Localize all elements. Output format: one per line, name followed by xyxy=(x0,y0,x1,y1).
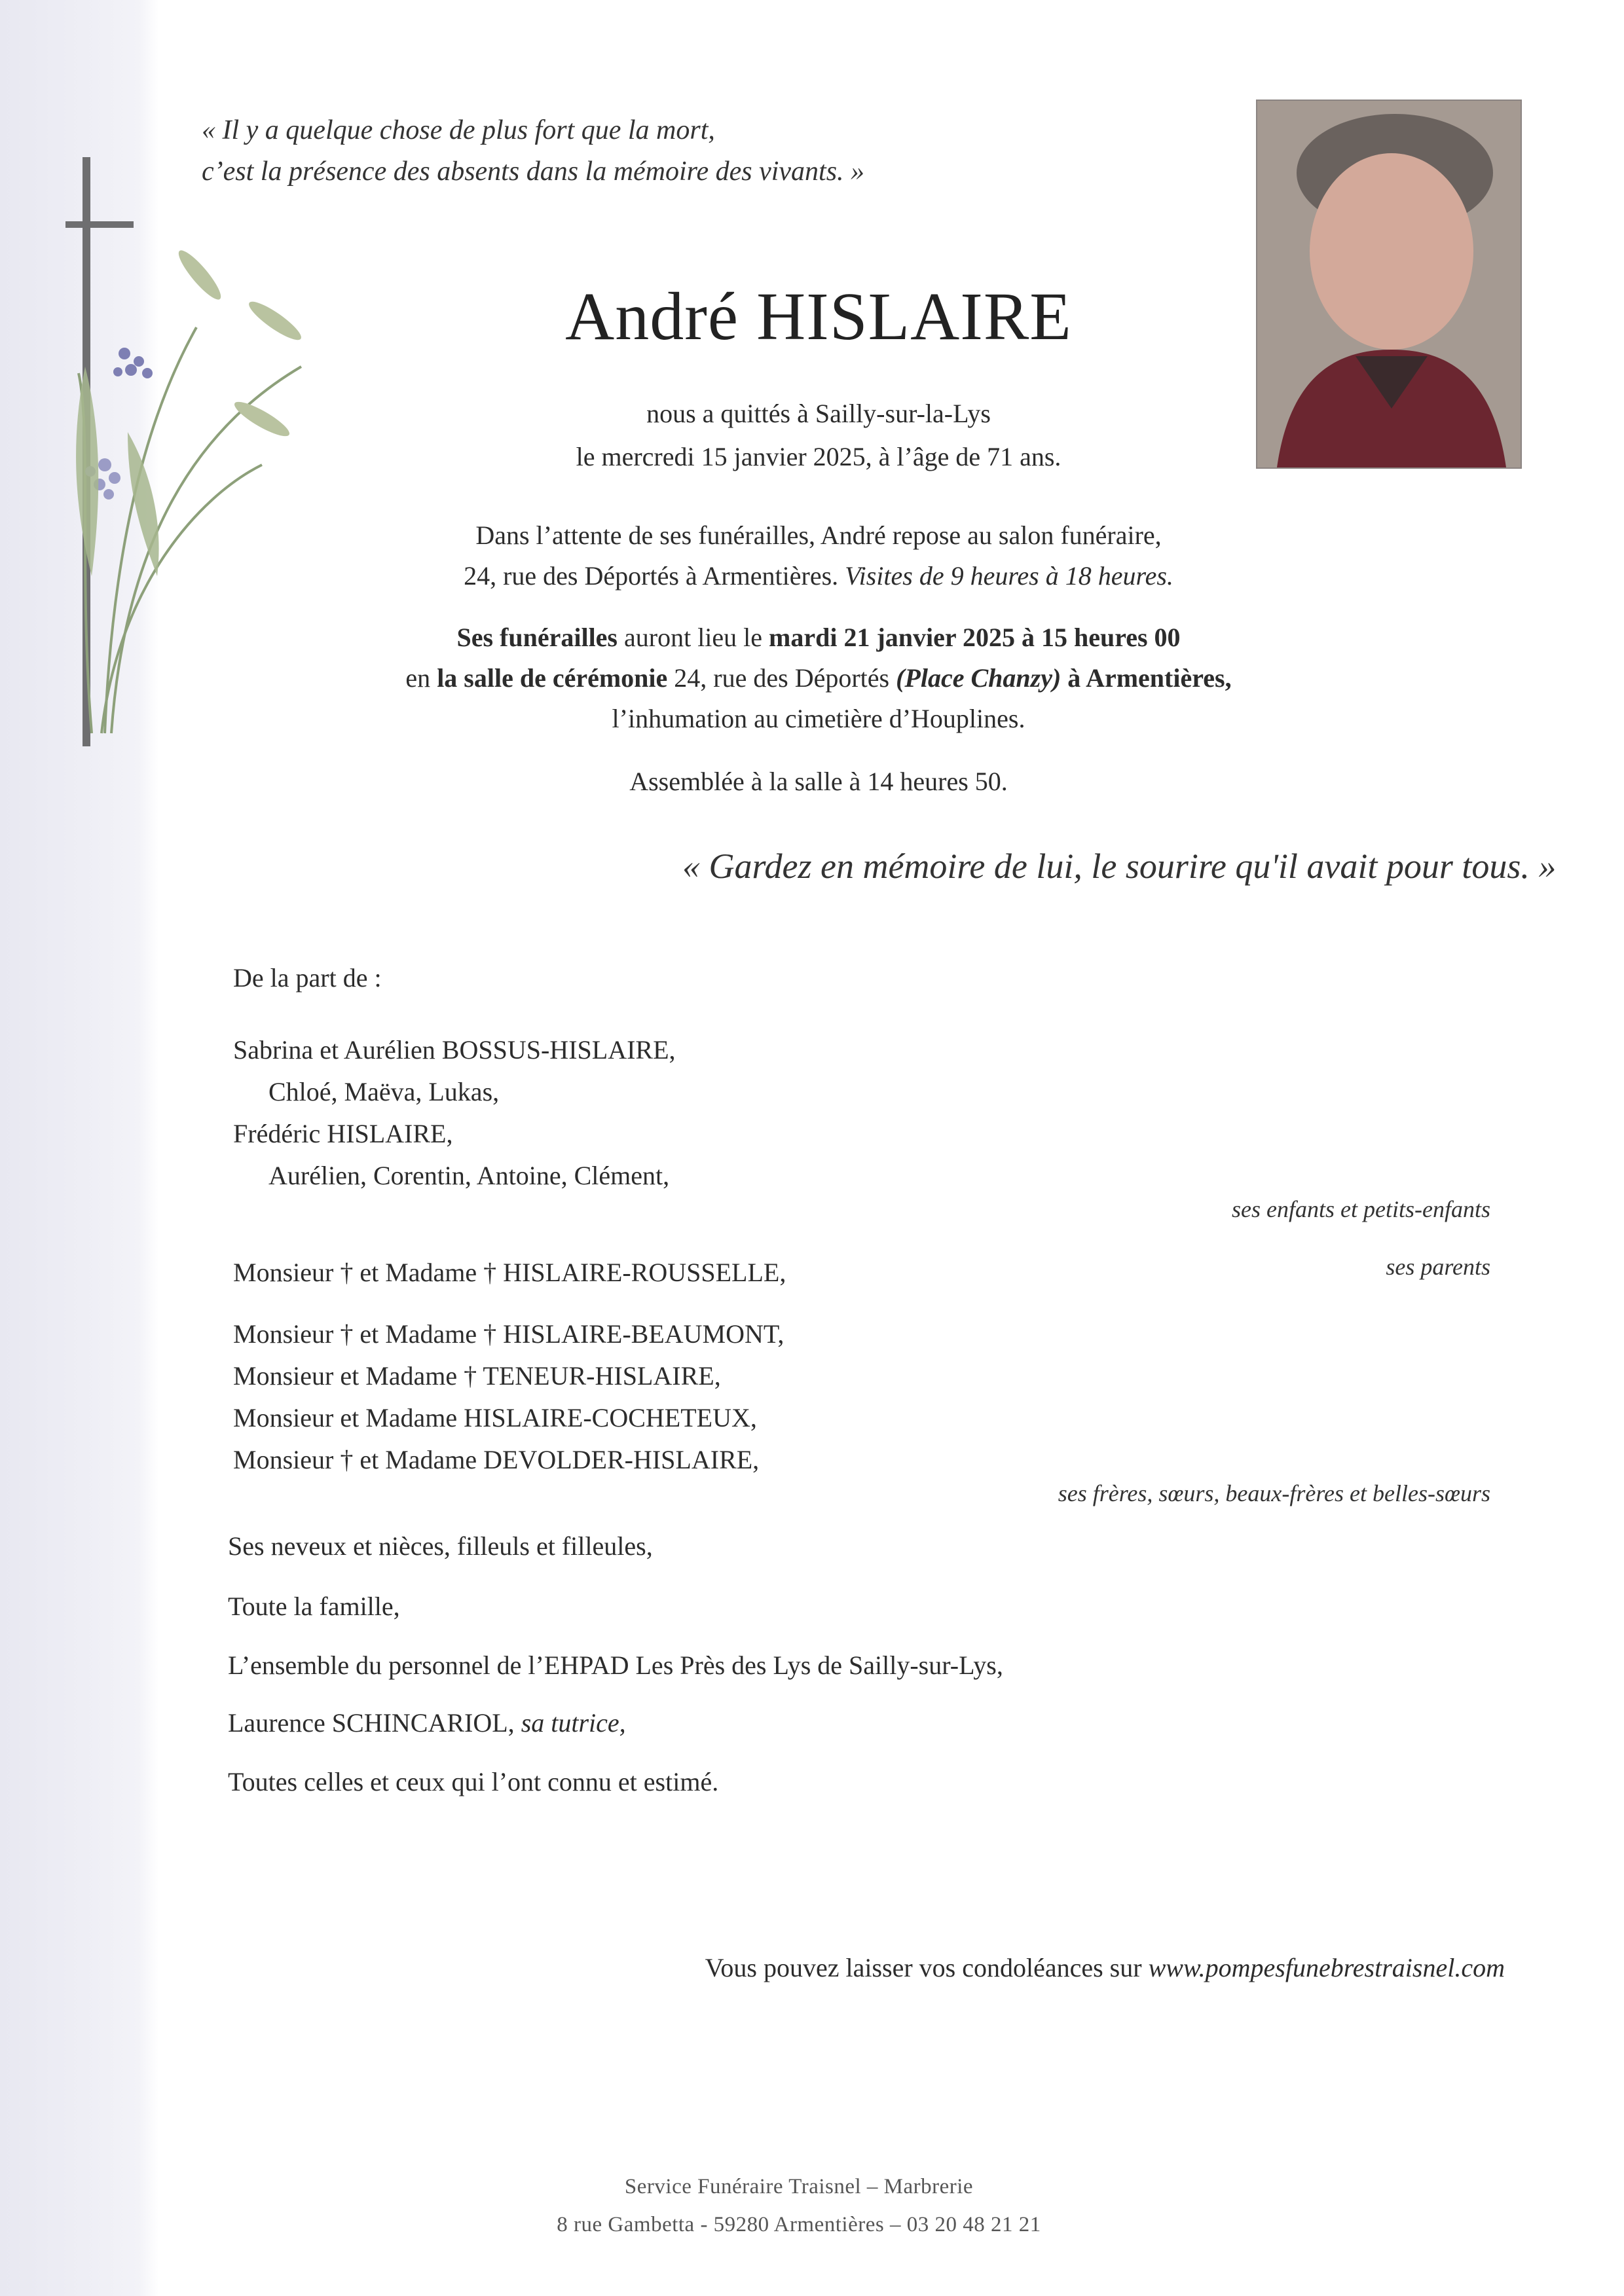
guardian-role: sa tutrice, xyxy=(521,1708,626,1738)
family-sibling-4: Monsieur † et Madame DEVOLDER-HISLAIRE, xyxy=(233,1445,760,1474)
family-grandchildren-1: Chloé, Maëva, Lukas, xyxy=(268,1077,500,1106)
all-known-line: Toutes celles et ceux qui l’ont connu et estimé. xyxy=(228,1767,719,1796)
guardian-line xyxy=(228,1707,626,1738)
portrait-silhouette-icon xyxy=(1257,101,1521,467)
condolences-text: Vous pouvez laisser vos condoléances sur xyxy=(705,1953,1149,1982)
children-role: ses enfants et petits-enfants xyxy=(1232,1196,1490,1222)
visitation-hours: Visites de 9 heures à 18 heures. xyxy=(845,561,1173,591)
family-all-line: Toute la famille, xyxy=(228,1592,400,1621)
family-child-2: Frédéric HISLAIRE, xyxy=(233,1119,453,1148)
cross-with-wheat-icon xyxy=(65,157,327,759)
visitation-address: 24, rue des Déportés à Armentières. xyxy=(464,561,845,591)
staff-line: L’ensemble du personnel de l’EHPAD Les Près des Lys de Sailly-sur-Lys, xyxy=(228,1650,1003,1680)
funeral-place: (Place Chanzy) xyxy=(896,663,1061,693)
family-grandchildren-2: Aurélien, Corentin, Antoine, Clément, xyxy=(268,1161,670,1190)
footer-company: Service Funéraire Traisnel – Marbrerie xyxy=(624,2175,974,2198)
family-child-1: Sabrina et Aurélien BOSSUS-HISLAIRE, xyxy=(233,1035,676,1065)
announcement-line2: le mercredi 15 janvier 2025, à l’âge de 71 ans. xyxy=(576,442,1061,471)
siblings-role: ses frères, sœurs, beaux-frères et belles-sœurs xyxy=(1058,1480,1490,1506)
burial-line: l’inhumation au cimetière d’Houplines. xyxy=(612,704,1025,733)
top-quote-line1: « Il y a quelque chose de plus fort que la mort, xyxy=(202,115,715,145)
portrait-photo xyxy=(1256,100,1522,469)
funeral-line1 xyxy=(456,622,1180,653)
family-sibling-3: Monsieur et Madame HISLAIRE-COCHETEUX, xyxy=(233,1403,757,1432)
footer-address: 8 rue Gambetta - 59280 Armentières – 03 20 48 21 21 xyxy=(557,2213,1041,2236)
middle-quote: « Gardez en mémoire de lui, le sourire qu'il avait pour tous. » xyxy=(682,847,1557,886)
top-quote-line2: c’est la présence des absents dans la mémoire des vivants. » xyxy=(202,156,865,187)
nephews-line: Ses neveux et nièces, filleuls et filleules, xyxy=(228,1531,653,1561)
condolences-link[interactable]: www.pompesfunebrestraisnel.com xyxy=(1148,1953,1505,1982)
family-sibling-2: Monsieur et Madame † TENEUR-HISLAIRE, xyxy=(233,1361,721,1391)
funeral-venue: la salle de cérémonie xyxy=(437,663,668,693)
deceased-name: André HISLAIRE xyxy=(565,279,1072,354)
funeral-line2 xyxy=(405,663,1231,693)
parents-role: ses parents xyxy=(1386,1254,1490,1280)
visitation-line2 xyxy=(464,560,1173,591)
funeral-text: auront lieu le xyxy=(618,623,769,652)
from-label: De la part de : xyxy=(233,963,382,993)
funeral-label: Ses funérailles xyxy=(456,623,618,652)
family-parents: Monsieur † et Madame † HISLAIRE-ROUSSELLE, xyxy=(233,1258,786,1287)
family-sibling-1: Monsieur † et Madame † HISLAIRE-BEAUMONT, xyxy=(233,1319,784,1349)
announcement-line1: nous a quittés à Sailly-sur-la-Lys xyxy=(646,399,991,428)
funeral-datetime: mardi 21 janvier 2025 à 15 heures 00 xyxy=(769,623,1181,652)
top-quote xyxy=(202,110,864,192)
guardian-name: Laurence SCHINCARIOL, xyxy=(228,1708,521,1738)
funeral-en: en xyxy=(405,663,437,693)
funeral-address: 24, rue des Déportés xyxy=(667,663,896,693)
condolences-line xyxy=(705,1952,1505,1983)
assembly-line: Assemblée à la salle à 14 heures 50. xyxy=(629,767,1008,796)
visitation-line1: Dans l’attente de ses funérailles, André repose au salon funéraire, xyxy=(475,520,1162,550)
funeral-city: à Armentières, xyxy=(1061,663,1232,693)
